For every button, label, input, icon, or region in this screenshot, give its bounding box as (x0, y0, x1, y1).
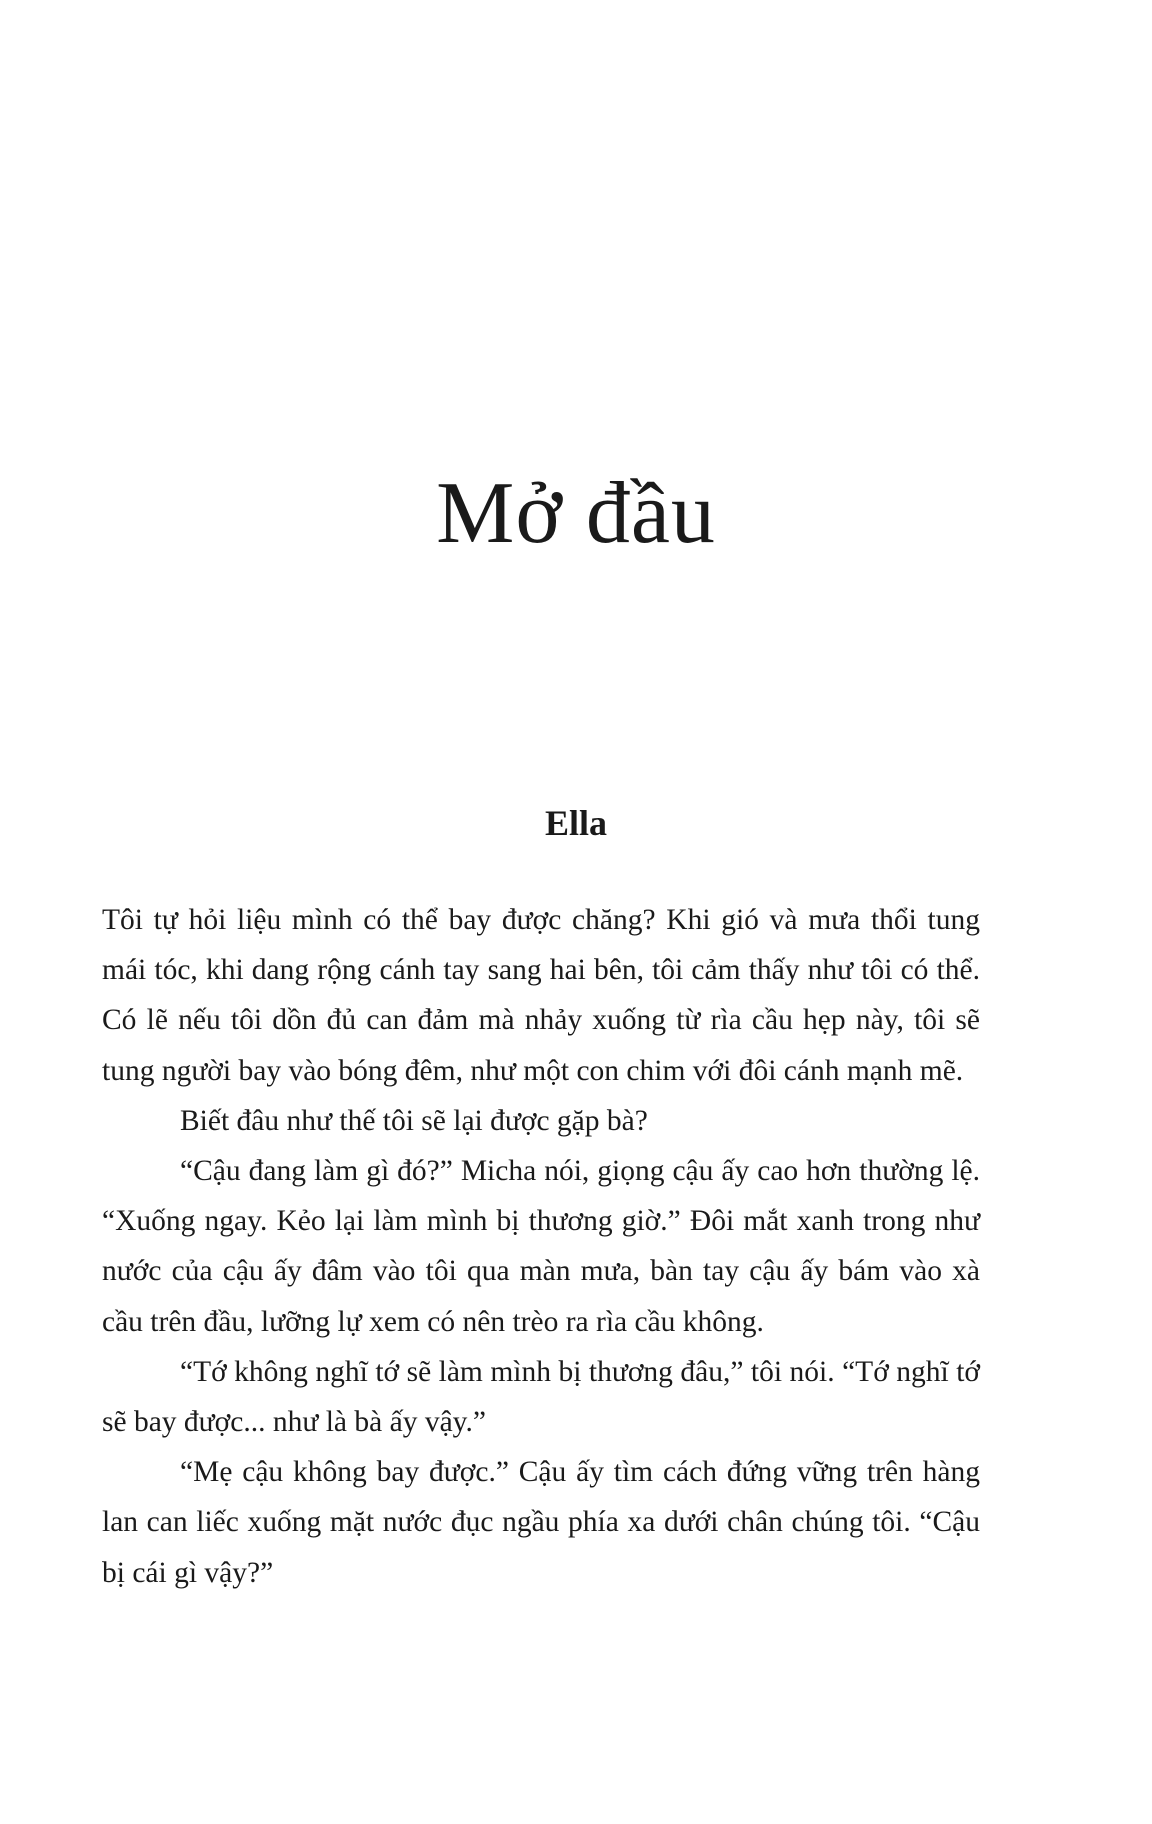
paragraph: Biết đâu như thế tôi sẽ lại được gặp bà? (180, 1104, 648, 1137)
chapter-title: Mở đầu (436, 465, 716, 562)
paragraph: Tôi tự hỏi liệu mình có thể bay được chăng? Khi gió và mưa thổi tung mái tóc, khi dang rộng cánh tay sang hai bên, tôi cảm thấy như tôi có thể. Có lẽ nếu tôi dồn đủ can đảm mà nhảy xuống từ rìa cầu hẹp này, tôi sẽ tung người bay vào bóng đêm, như một con chim với đôi cánh mạnh mẽ. (102, 904, 980, 1087)
body-text (102, 895, 980, 1598)
paragraph: “Mẹ cậu không bay được.” Cậu ấy tìm cách đứng vững trên hàng lan can liếc xuống mặt nước đục ngầu phía xa dưới chân chúng tôi. “Cậu bị cái gì vậy?” (102, 1456, 980, 1589)
pov-character-name: Ella (544, 803, 607, 843)
paragraph: “Tớ không nghĩ tớ sẽ làm mình bị thương đâu,” tôi nói. “Tớ nghĩ tớ sẽ bay được... như là bà ấy vậy.” (102, 1355, 980, 1439)
paragraph: “Cậu đang làm gì đó?” Micha nói, giọng cậu ấy cao hơn thường lệ. “Xuống ngay. Kẻo lại làm mình bị thương giờ.” Đôi mắt xanh trong như nước của cậu ấy đâm vào tôi qua màn mưa, bàn tay cậu ấy bám vào xà cầu trên đầu, lưỡng lự xem có nên trèo ra rìa cầu không. (102, 1155, 980, 1338)
